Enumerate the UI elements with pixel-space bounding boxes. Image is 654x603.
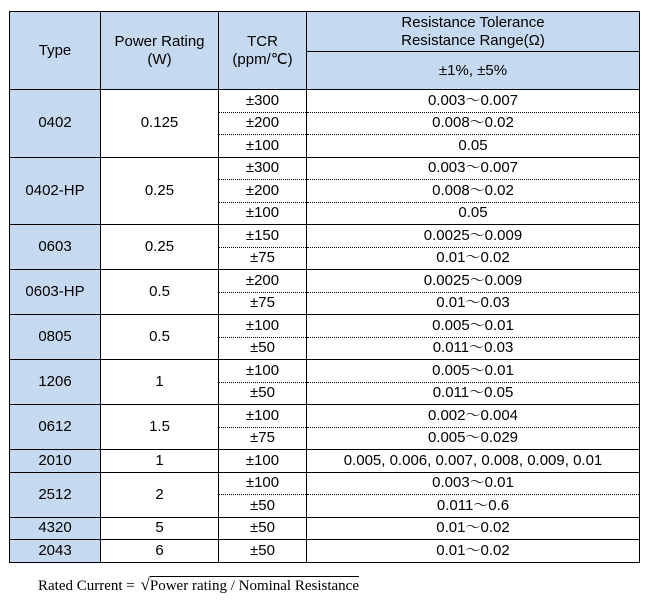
tcr-cell: ±100 bbox=[219, 450, 307, 473]
tcr-cell: ±50 bbox=[219, 540, 307, 563]
table-row bbox=[10, 90, 640, 113]
square-root-icon: √ bbox=[140, 575, 150, 594]
header-tcr-unit: (ppm/℃) bbox=[232, 50, 293, 68]
header-resistance bbox=[307, 12, 640, 52]
resistance-range-cell: 0.01～0.03 bbox=[307, 292, 640, 315]
resistance-range-cell: 0.0025～0.009 bbox=[307, 270, 640, 293]
resistance-range-cell: 0.005～0.01 bbox=[307, 360, 640, 383]
resistance-range-cell: 0.008～0.02 bbox=[307, 180, 640, 203]
header-power-rating-label: Power Rating bbox=[114, 32, 205, 50]
resistance-range-cell: 0.003～0.01 bbox=[307, 472, 640, 495]
tcr-cell: ±100 bbox=[219, 315, 307, 338]
type-cell: 0805 bbox=[10, 315, 101, 360]
tcr-cell: ±100 bbox=[219, 360, 307, 383]
table-row bbox=[10, 360, 640, 383]
power-rating-cell: 0.5 bbox=[101, 315, 219, 360]
tcr-cell: ±75 bbox=[219, 247, 307, 270]
resistance-range-cell: 0.005, 0.006, 0.007, 0.008, 0.009, 0.01 bbox=[307, 450, 640, 473]
power-rating-cell: 0.25 bbox=[101, 225, 219, 270]
table-row bbox=[10, 540, 640, 563]
resistance-range-cell: 0.003～0.007 bbox=[307, 157, 640, 180]
header-power-rating-unit: (W) bbox=[147, 50, 172, 68]
resistance-range-cell: 0.008～0.02 bbox=[307, 112, 640, 135]
header-tcr-label: TCR bbox=[247, 32, 278, 50]
header-resistance-tolerance: Resistance Tolerance bbox=[401, 13, 545, 31]
type-cell: 0402-HP bbox=[10, 157, 101, 225]
resistance-range-cell: 0.01～0.02 bbox=[307, 517, 640, 540]
tcr-cell: ±50 bbox=[219, 517, 307, 540]
rated-current-formula bbox=[38, 575, 359, 595]
resistance-range-cell: 0.011～0.05 bbox=[307, 382, 640, 405]
tcr-cell: ±50 bbox=[219, 495, 307, 518]
table-row bbox=[10, 270, 640, 293]
power-rating-cell: 1 bbox=[101, 450, 219, 473]
tcr-cell: ±150 bbox=[219, 225, 307, 248]
tcr-cell: ±300 bbox=[219, 157, 307, 180]
type-cell: 2010 bbox=[10, 450, 101, 473]
tcr-cell: ±75 bbox=[219, 427, 307, 450]
resistance-range-cell: 0.01～0.02 bbox=[307, 540, 640, 563]
tcr-cell: ±200 bbox=[219, 180, 307, 203]
type-cell: 4320 bbox=[10, 517, 101, 540]
tcr-cell: ±200 bbox=[219, 270, 307, 293]
tcr-cell: ±100 bbox=[219, 202, 307, 225]
resistance-range-cell: 0.005～0.01 bbox=[307, 315, 640, 338]
table-row bbox=[10, 472, 640, 495]
resistance-range-cell: 0.005～0.029 bbox=[307, 427, 640, 450]
table-row bbox=[10, 315, 640, 338]
tcr-cell: ±200 bbox=[219, 112, 307, 135]
power-rating-cell: 0.25 bbox=[101, 157, 219, 225]
power-rating-cell: 6 bbox=[101, 540, 219, 563]
resistance-range-cell: 0.011～0.6 bbox=[307, 495, 640, 518]
header-tcr bbox=[219, 12, 307, 90]
power-rating-cell: 2 bbox=[101, 472, 219, 517]
type-cell: 2043 bbox=[10, 540, 101, 563]
table-row bbox=[10, 517, 640, 540]
formula-radicand: Power rating / Nominal Resistance bbox=[149, 578, 359, 594]
resistance-range-cell: 0.05 bbox=[307, 135, 640, 158]
power-rating-cell: 1 bbox=[101, 360, 219, 405]
power-rating-cell: 5 bbox=[101, 517, 219, 540]
table-row bbox=[10, 157, 640, 180]
tcr-cell: ±100 bbox=[219, 405, 307, 428]
resistance-range-cell: 0.011～0.03 bbox=[307, 337, 640, 360]
resistance-range-cell: 0.0025～0.009 bbox=[307, 225, 640, 248]
type-cell: 0603-HP bbox=[10, 270, 101, 315]
header-type: Type bbox=[10, 12, 101, 90]
tcr-cell: ±50 bbox=[219, 337, 307, 360]
tcr-cell: ±300 bbox=[219, 90, 307, 113]
resistance-range-cell: 0.01～0.02 bbox=[307, 247, 640, 270]
formula-label: Rated Current = bbox=[38, 578, 139, 594]
spec-table-body bbox=[10, 90, 640, 563]
power-rating-cell: 0.5 bbox=[101, 270, 219, 315]
resistance-range-cell: 0.002～0.004 bbox=[307, 405, 640, 428]
table-row bbox=[10, 225, 640, 248]
power-rating-cell: 1.5 bbox=[101, 405, 219, 450]
header-resistance-range: Resistance Range(Ω) bbox=[401, 31, 545, 49]
header-tolerance: ±1%, ±5% bbox=[307, 52, 640, 90]
resistor-spec-table bbox=[9, 11, 640, 563]
tcr-cell: ±75 bbox=[219, 292, 307, 315]
tcr-cell: ±100 bbox=[219, 472, 307, 495]
type-cell: 0402 bbox=[10, 90, 101, 158]
power-rating-cell: 0.125 bbox=[101, 90, 219, 158]
type-cell: 1206 bbox=[10, 360, 101, 405]
resistance-range-cell: 0.003～0.007 bbox=[307, 90, 640, 113]
table-row bbox=[10, 450, 640, 473]
header-power-rating bbox=[101, 12, 219, 90]
type-cell: 0612 bbox=[10, 405, 101, 450]
table-row bbox=[10, 405, 640, 428]
tcr-cell: ±50 bbox=[219, 382, 307, 405]
resistance-range-cell: 0.05 bbox=[307, 202, 640, 225]
type-cell: 0603 bbox=[10, 225, 101, 270]
tcr-cell: ±100 bbox=[219, 135, 307, 158]
type-cell: 2512 bbox=[10, 472, 101, 517]
